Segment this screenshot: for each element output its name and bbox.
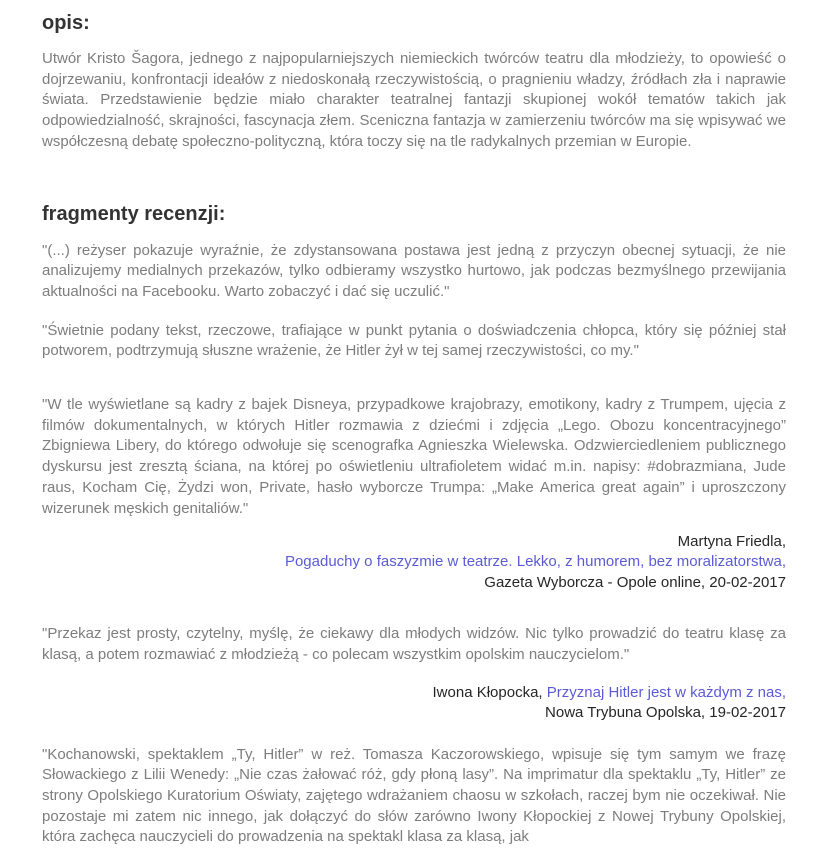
attribution-1 xyxy=(42,532,786,593)
attribution-1-link-line xyxy=(42,552,786,572)
review-title-link-2[interactable]: Przyznaj Hitler jest w każdym z nas, xyxy=(546,684,786,702)
description-paragraph: Utwór Kristo Šagora, jednego z najpopularniejszych niemieckich twórców teatru dla młodzieży, to opowieść o dojrzewaniu, konfrontacji ideałów z niedoskonałą rzeczywistością, o pragnieniu władzy, źródłach zła i naprawie świata. Przedstawienie będzie miało charakter teatralnej fantazji skupionej wokół tematów takich jak odpowiedzialność, skrajności, fascynacja złem. Sceniczna fantazja w zamierzeniu twórców ma się wpisywać we współczesną debatę społeczno-polityczną, która toczy się na tle radykalnych przemian w Europie. xyxy=(42,50,786,150)
attribution-2-author: Iwona Kłopocka, xyxy=(432,684,547,702)
reviews-heading: fragmenty recenzji: xyxy=(42,202,226,225)
review-quote-5: "Kochanowski, spektaklem „Ty, Hitler” w reż. Tomasza Kaczorowskiego, wpisuje się tym samym we frazę Słowackiego z Lilii Wenedy: „Nie czas żałować róż, gdy płoną lasy”. Na imprimatur dla spektaklu „Ty, Hitler” ze strony Opolskiego Kuratorium Oświaty, zajętego wdrażaniem chaosu w szkołach, raczej bym nie oczekiwał. Nie pozostaje mi zatem nic innego, jak dołączyć do słów zarówno Iwony Kłopockiej z Nowej Trybuny Opolskiej, która zachęca nauczycieli do prowadzenia na spektakl klasa za klasą, jak xyxy=(42,745,786,846)
review-quote-1: "(...) reżyser pokazuje wyraźnie, że zdystansowana postawa jest jedną z przyczyn obecnej sytuacji, że nie analizujemy medialnych przekazów, tylko odbieramy wszystko hurtowo, jak podczas bezmyślnego przewijania aktualności na Facebooku. Warto zobaczyć i dać się uczulić." xyxy=(42,241,786,300)
attribution-2-source: Nowa Trybuna Opolska, 19-02-2017 xyxy=(545,704,786,722)
attribution-2 xyxy=(42,683,786,723)
attribution-2-author-line xyxy=(42,683,786,703)
review-quote-4: "Przekaz jest prosty, czytelny, myślę, że ciekawy dla młodych widzów. Nic tylko prowadzić do teatru klasę za klasą, a potem rozmawiać z młodzieżą - co polecam wszystkim opolskim nauczycielom." xyxy=(42,624,786,663)
attribution-1-author: Martyna Friedla, xyxy=(677,533,786,551)
review-quote-3: "W tle wyświetlane są kadry z bajek Disneya, przypadkowe krajobrazy, emotikony, kadry z Trumpem, ujęcia z filmów dokumentalnych, w których Hitler rozmawia z dziećmi i zdjęcia „Lego. Obozu koncentracyjnego” Zbigniewa Libery, do którego odwołuje się scenografka Agnieszka Wielewska. Odzwierciedleniem publicznego dyskursu jest zresztą ściana, na której po oświetleniu ultrafioletem widać m.in. napisy: #dobrazmiana, Jude raus, Kocham Cię, Żydzi won, Private, hasło wyborcze Trumpa: „Make America great again” i uproszczony wizerunek męskich genitaliów." xyxy=(42,396,786,517)
attribution-1-source: Gazeta Wyborcza - Opole online, 20-02-2017 xyxy=(484,573,786,591)
review-title-link-1[interactable]: Pogaduchy o faszyzmie w teatrze. Lekko, z humorem, bez moralizatorstwa, xyxy=(284,553,786,571)
description-heading: opis: xyxy=(42,12,90,34)
review-quote-2: "Świetnie podany tekst, rzeczowe, trafiające w punkt pytania o doświadczenia chłopca, który się później stał potworem, podtrzymują słuszne wrażenie, że Hitler żył w tej samej rzeczywistości, co my." xyxy=(42,321,786,360)
